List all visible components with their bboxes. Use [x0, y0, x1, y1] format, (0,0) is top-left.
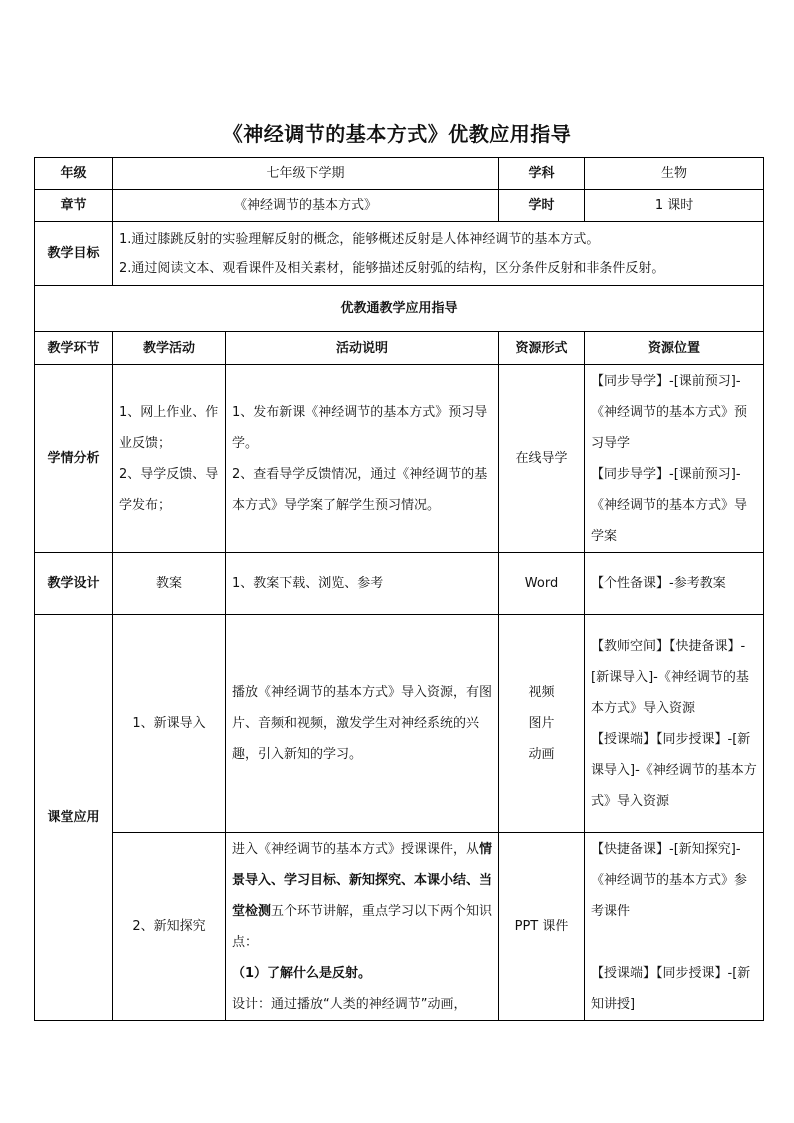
location-cell — [585, 833, 764, 1021]
activity-cell: 教案 — [113, 553, 226, 615]
location-line: 【授课端】【同步授课】-[新课导入]-《神经调节的基本方式》导入资源 — [591, 731, 757, 809]
knowledge-point: （1）了解什么是反射。 — [232, 965, 372, 981]
table-row — [35, 833, 764, 1021]
desc-line: 2、查看导学反馈情况，通过《神经调节的基本方式》导学案了解学生预习情况。 — [232, 466, 488, 513]
form-cell — [499, 615, 585, 833]
desc-text: 五个环节讲解，重点学习以下两个知识点： — [232, 903, 493, 950]
location-line: 【同步导学】-[课前预习]-《神经调节的基本方式》导学案 — [591, 466, 748, 544]
goal-item: 1.通过膝跳反射的实验理解反射的概念，能够概述反射是人体神经调节的基本方式。 — [119, 231, 600, 247]
location-line: 【同步导学】-[课前预习]-《神经调节的基本方式》预习导学 — [591, 373, 748, 451]
col-header-stage: 教学环节 — [35, 332, 113, 365]
hours-label: 学时 — [499, 190, 585, 222]
goals-label: 教学目标 — [35, 222, 113, 286]
header-row — [35, 332, 764, 365]
col-header-desc: 活动说明 — [226, 332, 499, 365]
form-line: 图片 — [528, 716, 555, 731]
subject-value: 生物 — [585, 158, 764, 190]
activity-line: 1、网上作业、作业反馈； — [119, 404, 219, 451]
form-cell: PPT 课件 — [499, 833, 585, 1021]
goals-content — [113, 222, 764, 286]
location-line: 【授课端】【同步授课】-[新知讲授] — [591, 965, 751, 1012]
desc-line: 1、发布新课《神经调节的基本方式》预习导学。 — [232, 404, 488, 451]
desc-cell — [226, 365, 499, 553]
location-cell: 【个性备课】-参考教案 — [585, 553, 764, 615]
desc-emphasis: 情景导入、学习目标、新知探究、本课小结、当堂检测 — [232, 841, 493, 919]
guide-table — [34, 157, 764, 1021]
goals-row — [35, 222, 764, 286]
desc-text: 进入《神经调节的基本方式》授课课件，从 — [232, 841, 480, 857]
chapter-label: 章节 — [35, 190, 113, 222]
stage-cell: 教学设计 — [35, 553, 113, 615]
stage-cell: 课堂应用 — [35, 615, 113, 1021]
subject-label: 学科 — [499, 158, 585, 190]
form-cell: Word — [499, 553, 585, 615]
form-line: 动画 — [528, 747, 555, 762]
desc-cell — [226, 833, 499, 1021]
form-cell: 在线导学 — [499, 365, 585, 553]
col-header-activity: 教学活动 — [113, 332, 226, 365]
goal-item: 2.通过阅读文本、观看课件及相关素材，能够描述反射弧的结构，区分条件反射和非条件反射。 — [119, 260, 665, 276]
table-row — [35, 553, 764, 615]
desc-cell: 播放《神经调节的基本方式》导入资源，有图片、音频和视频，激发学生对神经系统的兴趣，引入新知的学习。 — [226, 615, 499, 833]
desc-cell: 1、教案下载、浏览、参考 — [226, 553, 499, 615]
col-header-form: 资源形式 — [499, 332, 585, 365]
table-row — [35, 365, 764, 553]
activity-cell — [113, 365, 226, 553]
grade-label: 年级 — [35, 158, 113, 190]
form-line: 视频 — [528, 685, 555, 700]
section-title: 优教通教学应用指导 — [35, 286, 764, 332]
col-header-location: 资源位置 — [585, 332, 764, 365]
location-cell — [585, 365, 764, 553]
location-line: 【教师空间】【快捷备课】-[新课导入]-《神经调节的基本方式》导入资源 — [591, 638, 749, 716]
activity-line: 2、导学反馈、导学发布； — [119, 466, 219, 513]
grade-value: 七年级下学期 — [113, 158, 499, 190]
activity-cell: 1、新课导入 — [113, 615, 226, 833]
chapter-row — [35, 190, 764, 222]
location-cell — [585, 615, 764, 833]
table-row — [35, 615, 764, 833]
page-title: 《神经调节的基本方式》优教应用指导 — [222, 122, 572, 146]
desc-paragraph — [232, 834, 492, 958]
design-note: 设计：通过播放“人类的神经调节”动画， — [232, 996, 467, 1012]
hours-value: 1 课时 — [585, 190, 764, 222]
chapter-value: 《神经调节的基本方式》 — [113, 190, 499, 222]
section-row — [35, 286, 764, 332]
stage-cell: 学情分析 — [35, 365, 113, 553]
activity-cell: 2、新知探究 — [113, 833, 226, 1021]
grade-row — [35, 158, 764, 190]
location-line: 【快捷备课】-[新知探究]-《神经调节的基本方式》参考课件 — [591, 841, 748, 919]
